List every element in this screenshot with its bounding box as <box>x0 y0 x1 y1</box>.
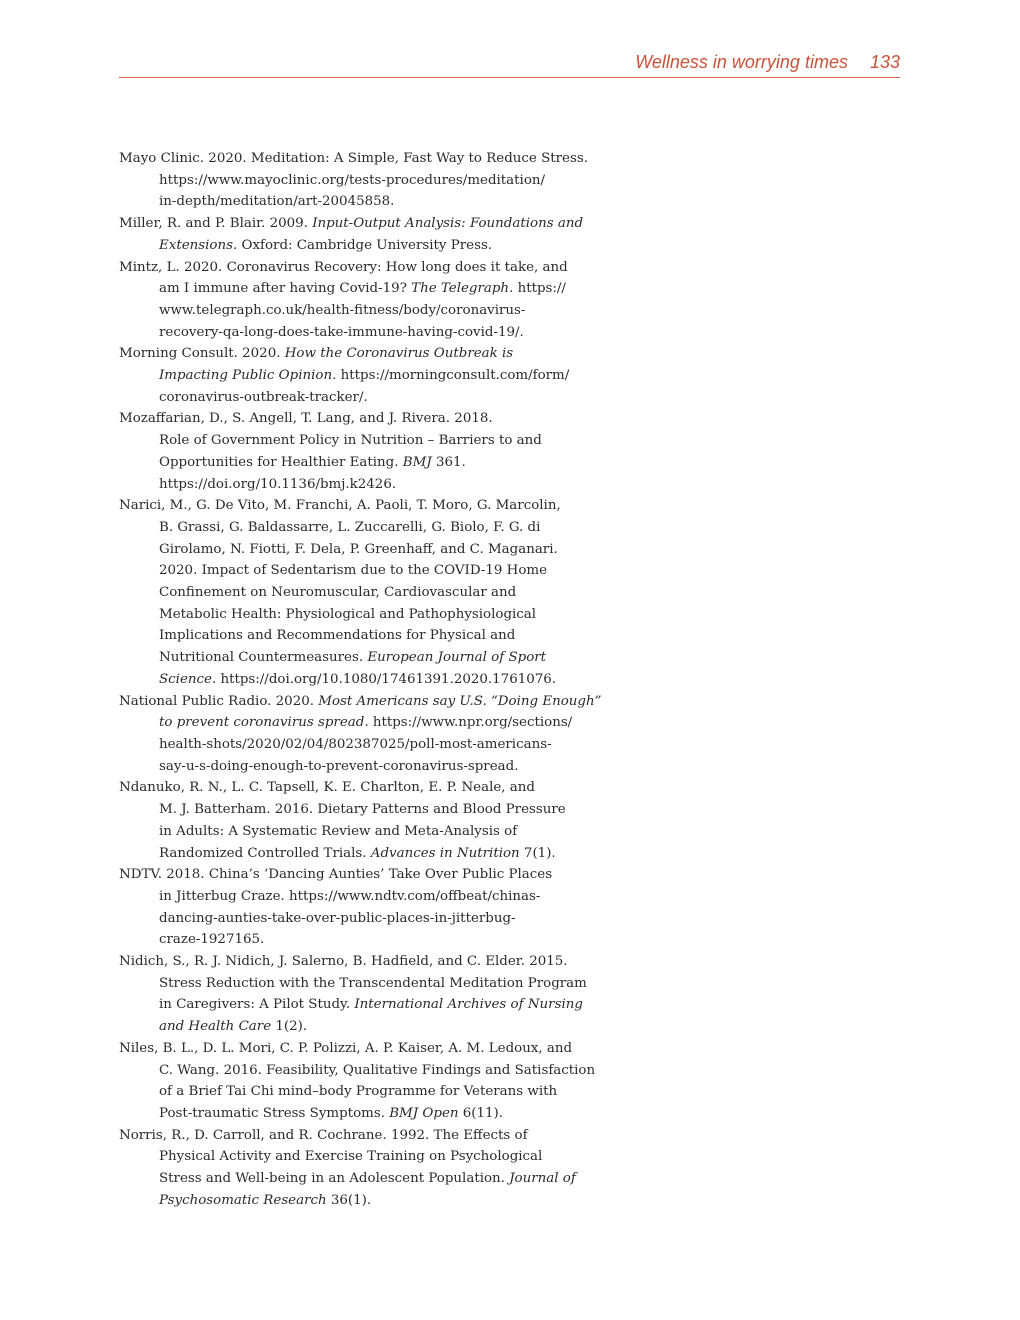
reference-text: of a Brief Tai Chi mind–body Programme for Veterans with <box>159 1084 558 1100</box>
reference-text: . https://morningconsult.com/form/ <box>332 368 570 384</box>
reference-line <box>119 1146 629 1168</box>
reference-line <box>119 1060 629 1082</box>
reference-text: say-u-s-doing-enough-to-prevent-coronavirus-spread. <box>159 758 519 774</box>
reference-text: www.telegraph.co.uk/health-fitness/body/coronavirus- <box>159 302 526 318</box>
reference-italic-text: International Archives of Nursing <box>354 997 583 1013</box>
reference-line <box>119 1168 629 1190</box>
reference-text: Miller, R. and P. Blair. 2009. <box>119 216 313 232</box>
reference-entry <box>119 343 629 408</box>
reference-line <box>119 994 629 1016</box>
reference-text: Implications and Recommendations for Physical and <box>159 628 516 644</box>
reference-text: Morning Consult. 2020. <box>119 346 285 362</box>
reference-text: National Public Radio. 2020. <box>119 693 319 709</box>
reference-line <box>119 560 629 582</box>
reference-italic-text: Extensions <box>159 237 233 253</box>
reference-text: . https:// <box>509 281 566 297</box>
reference-line <box>119 191 629 213</box>
reference-text: Narici, M., G. De Vito, M. Franchi, A. Paoli, T. Moro, G. Marcolin, <box>119 498 561 514</box>
reference-text: NDTV. 2018. China’s ‘Dancing Aunties’ Take Over Public Places <box>119 867 553 883</box>
reference-entry <box>119 1038 629 1125</box>
reference-italic-text: The Telegraph <box>411 281 510 297</box>
reference-text: 361. <box>431 454 466 470</box>
reference-line <box>119 908 629 930</box>
running-header <box>119 50 900 78</box>
reference-line <box>119 1081 629 1103</box>
reference-italic-text: European Journal of Sport <box>367 650 547 666</box>
reference-line <box>119 799 629 821</box>
reference-line <box>119 278 629 300</box>
reference-text: craze-1927165. <box>159 932 265 948</box>
reference-entry <box>119 864 629 951</box>
reference-italic-text: Advances in Nutrition <box>370 845 520 861</box>
reference-text: dancing-aunties-take-over-public-places-in-jitterbug- <box>159 910 516 926</box>
reference-line <box>119 539 629 561</box>
reference-text: 7(1). <box>519 845 556 861</box>
reference-line <box>119 886 629 908</box>
reference-text: 6(11). <box>458 1105 504 1121</box>
reference-text: Role of Government Policy in Nutrition – Barriers to and <box>159 433 542 449</box>
header-text <box>635 52 900 73</box>
reference-text: Confinement on Neuromuscular, Cardiovascular and <box>159 585 517 601</box>
reference-text: in Jitterbug Craze. https://www.ndtv.com/offbeat/chinas- <box>159 888 541 904</box>
reference-line <box>119 691 629 713</box>
reference-text: https://www.mayoclinic.org/tests-procedures/meditation/ <box>159 172 546 188</box>
reference-text: C. Wang. 2016. Feasibility, Qualitative Findings and Satisfaction <box>159 1062 596 1078</box>
page-number: 133 <box>869 52 900 72</box>
reference-text: Metabolic Health: Physiological and Pathophysiological <box>159 606 537 622</box>
reference-text: Stress and Well-being in an Adolescent Population. <box>159 1171 510 1187</box>
reference-text: Nidich, S., R. J. Nidich, J. Salerno, B. Hadfield, and C. Elder. 2015. <box>119 954 568 970</box>
reference-text: Randomized Controlled Trials. <box>159 845 371 861</box>
reference-text: in-depth/meditation/art-20045858. <box>159 194 395 210</box>
reference-text: Girolamo, N. Fiotti, F. Dela, P. Greenhaff, and C. Maganari. <box>159 541 558 557</box>
reference-text: . https://www.npr.org/sections/ <box>364 715 573 731</box>
reference-line <box>119 300 629 322</box>
reference-line <box>119 821 629 843</box>
reference-line <box>119 777 629 799</box>
reference-line <box>119 604 629 626</box>
reference-line <box>119 148 629 170</box>
reference-line <box>119 1125 629 1147</box>
reference-text: health-shots/2020/02/04/802387025/poll-most-americans- <box>159 736 552 752</box>
reference-line <box>119 1103 629 1125</box>
reference-line <box>119 517 629 539</box>
reference-line <box>119 408 629 430</box>
reference-line <box>119 951 629 973</box>
reference-line <box>119 495 629 517</box>
reference-text: Mozaffarian, D., S. Angell, T. Lang, and J. Rivera. 2018. <box>119 411 493 427</box>
reference-line <box>119 387 629 409</box>
running-title: Wellness in worrying times <box>635 52 848 72</box>
reference-line <box>119 1190 629 1212</box>
reference-text: recovery-qa-long-does-take-immune-having-covid-19/. <box>159 324 524 340</box>
reference-entry <box>119 1125 629 1212</box>
reference-line <box>119 756 629 778</box>
reference-line <box>119 343 629 365</box>
reference-italic-text: BMJ Open <box>389 1105 459 1121</box>
reference-italic-text: BMJ <box>402 454 432 470</box>
reference-text: Mayo Clinic. 2020. Meditation: A Simple, Fast Way to Reduce Stress. <box>119 151 588 166</box>
reference-text: Mintz, L. 2020. Coronavirus Recovery: How long does it take, and <box>119 259 568 275</box>
reference-list <box>119 148 629 1211</box>
reference-entry <box>119 408 629 495</box>
reference-italic-text: How the Coronavirus Outbreak is <box>284 346 514 362</box>
reference-italic-text: Journal of <box>509 1171 576 1187</box>
reference-italic-text: Impacting Public Opinion <box>159 368 333 384</box>
reference-italic-text: and Health Care <box>159 1019 272 1035</box>
reference-line <box>119 864 629 886</box>
reference-line <box>119 647 629 669</box>
reference-entry <box>119 148 629 213</box>
reference-line <box>119 669 629 691</box>
reference-line <box>119 430 629 452</box>
reference-entry <box>119 213 629 256</box>
reference-text: Niles, B. L., D. L. Mori, C. P. Polizzi, A. P. Kaiser, A. M. Ledoux, and <box>119 1040 573 1056</box>
reference-line <box>119 452 629 474</box>
reference-text: 36(1). <box>326 1192 372 1208</box>
reference-line <box>119 929 629 951</box>
reference-text: coronavirus-outbreak-tracker/. <box>159 389 368 405</box>
reference-line <box>119 625 629 647</box>
reference-italic-text: Psychosomatic Research <box>159 1192 327 1208</box>
reference-text: in Adults: A Systematic Review and Meta-Analysis of <box>159 823 518 839</box>
reference-text: Norris, R., D. Carroll, and R. Cochrane. 1992. The Effects of <box>119 1127 528 1143</box>
reference-text: Stress Reduction with the Transcendental Meditation Program <box>159 975 587 991</box>
reference-entry <box>119 257 629 344</box>
reference-entry <box>119 951 629 1038</box>
reference-text: M. J. Batterham. 2016. Dietary Patterns and Blood Pressure <box>159 802 566 818</box>
reference-text: . Oxford: Cambridge University Press. <box>232 237 493 253</box>
reference-line <box>119 734 629 756</box>
reference-line <box>119 582 629 604</box>
reference-line <box>119 365 629 387</box>
reference-italic-text: to prevent coronavirus spread <box>159 715 365 731</box>
reference-text: am I immune after having Covid-19? <box>159 281 412 297</box>
reference-entry <box>119 777 629 864</box>
reference-line <box>119 1038 629 1060</box>
reference-text: Ndanuko, R. N., L. C. Tapsell, K. E. Charlton, E. P. Neale, and <box>119 780 535 796</box>
reference-line <box>119 213 629 235</box>
reference-italic-text: Input-Output Analysis: Foundations and <box>312 216 584 232</box>
reference-entry <box>119 495 629 690</box>
reference-text: Nutritional Countermeasures. <box>159 650 368 666</box>
reference-line <box>119 170 629 192</box>
reference-line <box>119 1016 629 1038</box>
reference-text: Physical Activity and Exercise Training on Psychological <box>159 1149 543 1165</box>
reference-line <box>119 257 629 279</box>
reference-text: https://doi.org/10.1136/bmj.k2426. <box>159 476 397 492</box>
reference-line <box>119 973 629 995</box>
reference-text: Opportunities for Healthier Eating. <box>159 454 403 470</box>
reference-line <box>119 843 629 865</box>
reference-italic-text: Science <box>159 671 212 687</box>
reference-text: 2020. Impact of Sedentarism due to the COVID-19 Home <box>159 563 548 579</box>
reference-line <box>119 322 629 344</box>
reference-italic-text: Most Americans say U.S. “Doing Enough” <box>318 693 602 709</box>
reference-text: 1(2). <box>271 1019 308 1035</box>
reference-text: in Caregivers: A Pilot Study. <box>159 997 355 1013</box>
reference-line <box>119 474 629 496</box>
reference-text: B. Grassi, G. Baldassarre, L. Zuccarelli, G. Biolo, F. G. di <box>159 519 541 535</box>
reference-line <box>119 712 629 734</box>
reference-text: Post-traumatic Stress Symptoms. <box>159 1105 390 1121</box>
reference-entry <box>119 691 629 778</box>
reference-text: . https://doi.org/10.1080/17461391.2020.1761076. <box>211 671 557 687</box>
reference-line <box>119 235 629 257</box>
